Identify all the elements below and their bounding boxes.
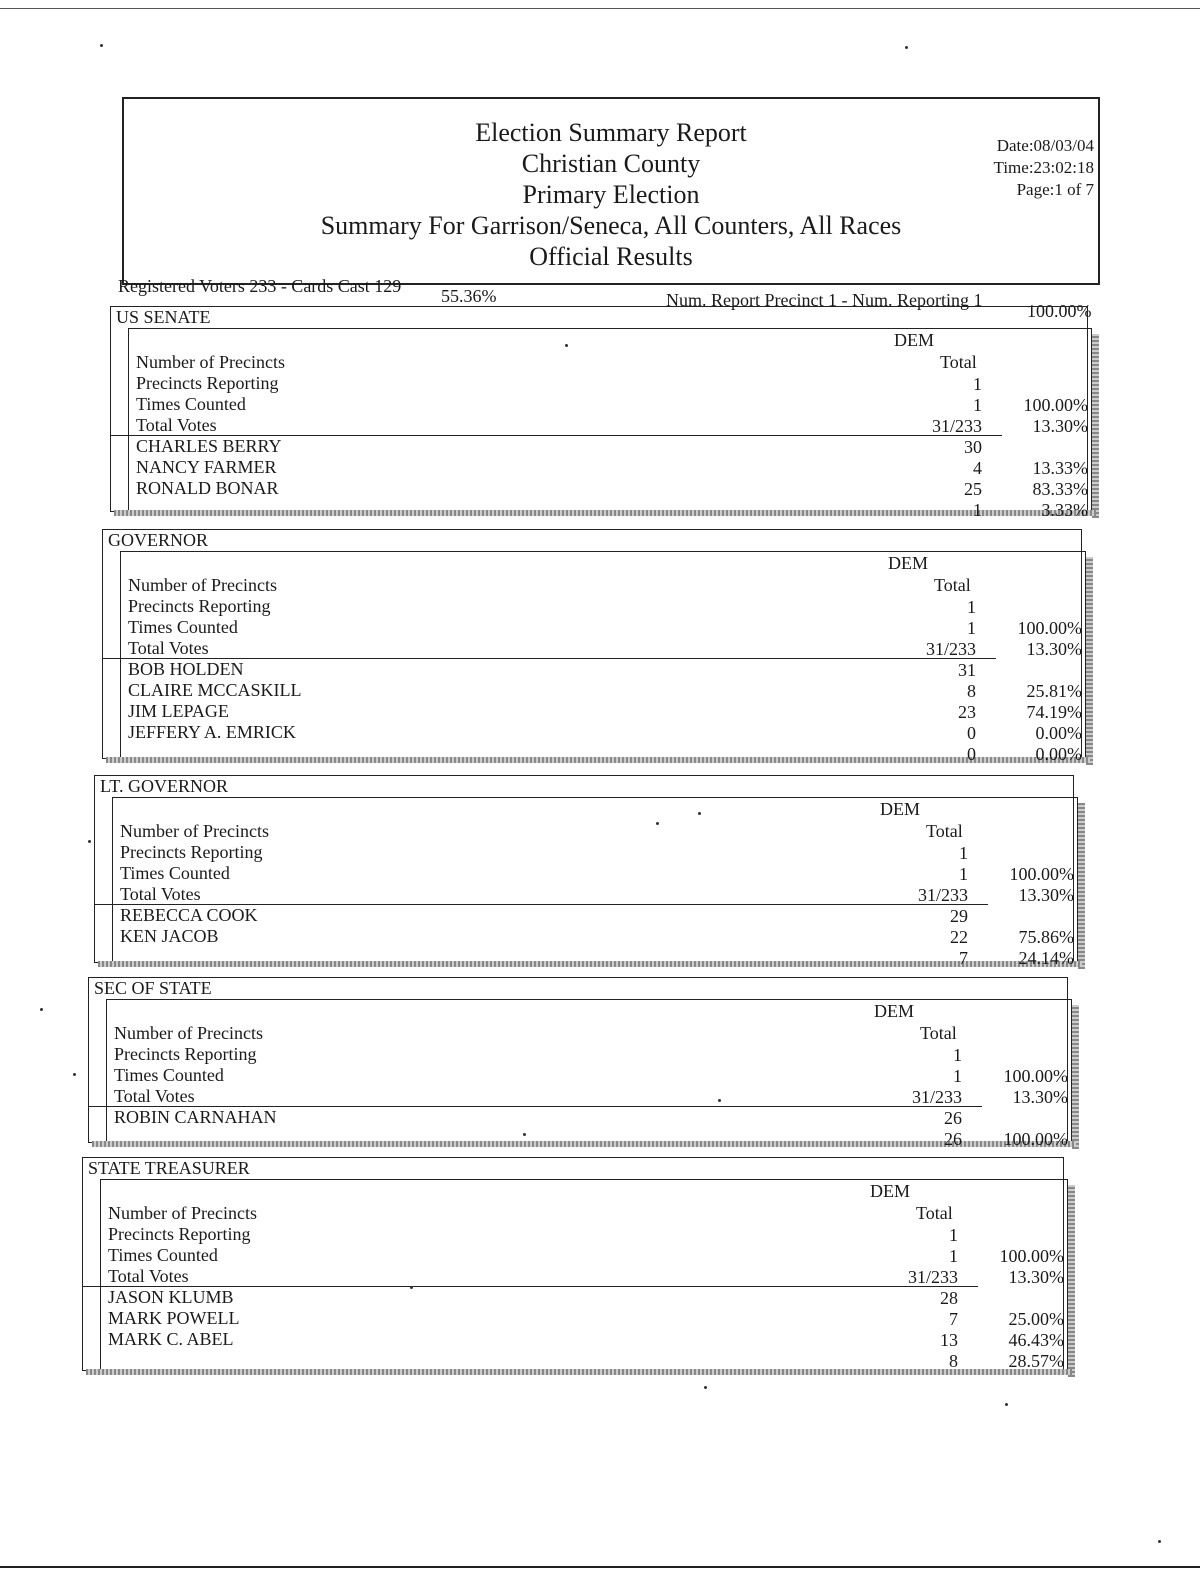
race-shadow-right bbox=[1068, 1185, 1075, 1377]
race-block bbox=[88, 977, 1082, 1151]
race-block bbox=[94, 775, 1088, 971]
scan-speck bbox=[704, 1386, 707, 1389]
election-name: Primary Election bbox=[522, 180, 700, 209]
candidate-percent: 46.43% bbox=[1008, 1330, 1064, 1350]
candidate-name: ROBIN CARNAHAN bbox=[114, 1107, 277, 1127]
report-title-block bbox=[124, 117, 1098, 272]
stat-percent: 100.00% bbox=[999, 1246, 1064, 1266]
race-shadow-right bbox=[1092, 334, 1099, 518]
race-block bbox=[110, 306, 1102, 520]
total-column-header: Total bbox=[920, 1023, 957, 1043]
candidate-percent: 25.81% bbox=[1026, 681, 1082, 701]
total-column-header: Total bbox=[926, 821, 963, 841]
candidate-value: 7 bbox=[949, 1309, 958, 1329]
results-status: Official Results bbox=[529, 242, 693, 271]
stat-label: Precincts Reporting bbox=[128, 596, 271, 616]
scan-speck bbox=[40, 1008, 43, 1011]
report-date: Date:08/03/04 bbox=[996, 136, 1094, 155]
top-edge-rule bbox=[0, 8, 1200, 9]
stat-value: 30 bbox=[964, 437, 982, 457]
scan-speck bbox=[1158, 1540, 1161, 1543]
stat-label: Number of Precincts bbox=[136, 352, 285, 372]
stat-value: 1 bbox=[953, 1045, 962, 1065]
party-header: DEM bbox=[874, 1001, 914, 1021]
scan-speck bbox=[523, 1133, 526, 1136]
stat-value: 1 bbox=[967, 618, 976, 638]
race-title: SEC OF STATE bbox=[94, 978, 212, 998]
candidate-percent: 83.33% bbox=[1032, 479, 1088, 499]
stat-label: Precincts Reporting bbox=[114, 1044, 257, 1064]
stat-value: 1 bbox=[973, 374, 982, 394]
stat-label: Number of Precincts bbox=[120, 821, 269, 841]
stat-percent: 100.00% bbox=[1009, 864, 1074, 884]
total-column-header: Total bbox=[934, 575, 971, 595]
stat-label: Times Counted bbox=[136, 394, 246, 414]
turnout-percent: 55.36% bbox=[441, 286, 497, 306]
stat-value: 31/233 bbox=[911, 1087, 962, 1107]
stat-value: 31/233 bbox=[907, 1267, 958, 1287]
stat-percent: 13.30% bbox=[1032, 416, 1088, 436]
stat-percent: 100.00% bbox=[1017, 618, 1082, 638]
candidate-name: REBECCA COOK bbox=[120, 905, 258, 925]
candidate-name: JIM LEPAGE bbox=[128, 701, 229, 721]
stat-label: Total Votes bbox=[114, 1086, 195, 1106]
candidates-separator bbox=[102, 658, 996, 659]
candidate-value: 26 bbox=[944, 1129, 962, 1149]
stat-value: 1 bbox=[949, 1246, 958, 1266]
candidate-value: 8 bbox=[949, 1351, 958, 1371]
race-title: US SENATE bbox=[116, 307, 211, 327]
scan-speck bbox=[88, 840, 91, 843]
stat-label: Total Votes bbox=[136, 415, 217, 435]
stat-label: Number of Precincts bbox=[128, 575, 277, 595]
stat-label: Times Counted bbox=[108, 1245, 218, 1265]
report-header bbox=[122, 97, 1100, 285]
stat-value: 1 bbox=[953, 1066, 962, 1086]
candidate-value: 1 bbox=[973, 500, 982, 520]
stat-label: Total Votes bbox=[120, 884, 201, 904]
candidate-percent: 74.19% bbox=[1026, 702, 1082, 722]
party-header: DEM bbox=[888, 553, 928, 573]
stat-value: 1 bbox=[949, 1225, 958, 1245]
candidate-percent: 3.33% bbox=[1041, 500, 1088, 520]
scan-speck bbox=[656, 822, 659, 825]
page-number: Page:1 of 7 bbox=[1016, 180, 1094, 199]
candidate-value: 25 bbox=[964, 479, 982, 499]
total-column-header: Total bbox=[940, 352, 977, 372]
race-title: GOVERNOR bbox=[108, 530, 209, 550]
stat-percent: 13.30% bbox=[1008, 1267, 1064, 1287]
candidate-percent: 75.86% bbox=[1018, 927, 1074, 947]
county-name: Christian County bbox=[521, 149, 701, 178]
stat-value: 1 bbox=[959, 843, 968, 863]
candidate-value: 7 bbox=[959, 948, 968, 968]
stat-label: Precincts Reporting bbox=[108, 1224, 251, 1244]
scan-speck bbox=[718, 1099, 721, 1102]
stat-label: Times Counted bbox=[128, 617, 238, 637]
race-shadow-right bbox=[1086, 557, 1093, 765]
candidate-percent: 100.00% bbox=[1003, 1129, 1068, 1149]
race-title: LT. GOVERNOR bbox=[100, 776, 229, 796]
stat-value: 1 bbox=[973, 395, 982, 415]
stat-value: 1 bbox=[959, 864, 968, 884]
candidate-value: 4 bbox=[973, 458, 982, 478]
candidate-name: JASON KLUMB bbox=[108, 1287, 234, 1307]
scan-speck bbox=[698, 812, 701, 815]
candidates-separator bbox=[110, 435, 1002, 436]
summary-scope: Summary For Garrison/Seneca, All Counters, All Races bbox=[320, 211, 902, 240]
race-title: STATE TREASURER bbox=[88, 1158, 250, 1178]
report-time: Time:23:02:18 bbox=[993, 158, 1094, 177]
stat-label: Total Votes bbox=[108, 1266, 189, 1286]
race-block bbox=[82, 1157, 1078, 1379]
candidate-value: 13 bbox=[940, 1330, 958, 1350]
stat-percent: 13.30% bbox=[1018, 885, 1074, 905]
scan-speck bbox=[73, 1073, 76, 1076]
candidate-value: 23 bbox=[958, 702, 976, 722]
registered-voters-line: Registered Voters 233 - Cards Cast 129 bbox=[118, 276, 402, 296]
candidate-name: KEN JACOB bbox=[120, 926, 219, 946]
candidates-separator bbox=[88, 1106, 982, 1107]
stat-percent: 13.30% bbox=[1012, 1087, 1068, 1107]
candidate-name: RONALD BONAR bbox=[136, 478, 279, 498]
candidate-name: JEFFERY A. EMRICK bbox=[128, 722, 296, 742]
party-header: DEM bbox=[870, 1181, 910, 1201]
stat-label: Times Counted bbox=[114, 1065, 224, 1085]
stat-percent: 13.30% bbox=[1026, 639, 1082, 659]
stat-value: 31/233 bbox=[931, 416, 982, 436]
race-block bbox=[102, 529, 1096, 767]
scan-speck bbox=[100, 44, 103, 47]
candidate-percent: 28.57% bbox=[1008, 1351, 1064, 1371]
stat-percent: 100.00% bbox=[1003, 1066, 1068, 1086]
party-header: DEM bbox=[894, 330, 934, 350]
scan-speck bbox=[905, 46, 908, 49]
candidate-name: MARK C. ABEL bbox=[108, 1329, 234, 1349]
stat-value: 29 bbox=[950, 906, 968, 926]
stat-label: Precincts Reporting bbox=[136, 373, 279, 393]
candidate-value: 0 bbox=[967, 744, 976, 764]
stat-label: Number of Precincts bbox=[108, 1203, 257, 1223]
race-shadow-right bbox=[1078, 803, 1085, 969]
candidates-separator bbox=[94, 904, 988, 905]
stat-value: 26 bbox=[944, 1108, 962, 1128]
stat-value: 31/233 bbox=[925, 639, 976, 659]
candidate-name: MARK POWELL bbox=[108, 1308, 240, 1328]
scan-speck bbox=[410, 1286, 413, 1289]
candidate-percent: 24.14% bbox=[1018, 948, 1074, 968]
race-shadow-right bbox=[1072, 1005, 1079, 1149]
party-header: DEM bbox=[880, 799, 920, 819]
candidate-name: BOB HOLDEN bbox=[128, 659, 244, 679]
total-column-header: Total bbox=[916, 1203, 953, 1223]
scan-speck bbox=[1005, 1403, 1008, 1406]
stat-label: Times Counted bbox=[120, 863, 230, 883]
scan-speck bbox=[565, 344, 568, 347]
candidate-name: CLAIRE MCCASKILL bbox=[128, 680, 302, 700]
precinct-reporting-line: Num. Report Precinct 1 - Num. Reporting 1 bbox=[666, 290, 983, 310]
report-title: Election Summary Report bbox=[475, 118, 747, 147]
stat-value: 1 bbox=[967, 597, 976, 617]
stat-label: Number of Precincts bbox=[114, 1023, 263, 1043]
candidate-value: 8 bbox=[967, 681, 976, 701]
candidate-percent: 0.00% bbox=[1035, 723, 1082, 743]
candidate-percent: 25.00% bbox=[1008, 1309, 1064, 1329]
stat-label: Precincts Reporting bbox=[120, 842, 263, 862]
candidate-name: NANCY FARMER bbox=[136, 457, 277, 477]
candidate-percent: 13.33% bbox=[1032, 458, 1088, 478]
stat-value: 31 bbox=[958, 660, 976, 680]
candidate-value: 22 bbox=[950, 927, 968, 947]
reporting-percent: 100.00% bbox=[1027, 301, 1092, 321]
stat-label: Total Votes bbox=[128, 638, 209, 658]
candidate-value: 0 bbox=[967, 723, 976, 743]
bottom-edge-rule bbox=[0, 1566, 1200, 1568]
candidate-name: CHARLES BERRY bbox=[136, 436, 282, 456]
stat-percent: 100.00% bbox=[1023, 395, 1088, 415]
report-meta bbox=[994, 135, 1094, 201]
stat-value: 28 bbox=[940, 1288, 958, 1308]
stat-value: 31/233 bbox=[917, 885, 968, 905]
candidates-separator bbox=[82, 1286, 978, 1287]
candidate-percent: 0.00% bbox=[1035, 744, 1082, 764]
